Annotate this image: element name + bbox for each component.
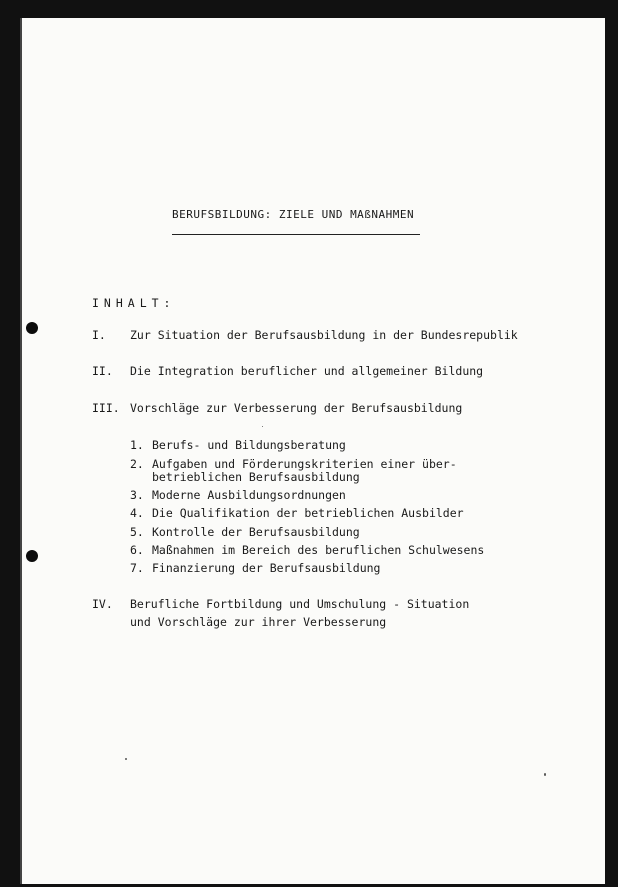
- subsection-number: 1.: [130, 438, 144, 452]
- subsection-2: [130, 457, 457, 471]
- subsection-text: Berufs- und Bildungsberatung: [152, 438, 346, 452]
- scan-speck: [125, 758, 127, 760]
- subsection-text: Aufgaben und Förderungskriterien einer über-: [152, 457, 457, 471]
- contents-heading: INHALT:: [92, 296, 176, 310]
- section-4-continuation: und Vorschläge zur ihrer Verbesserung: [130, 615, 387, 629]
- subsection-6: [130, 543, 484, 557]
- punch-hole-bottom: [26, 550, 38, 562]
- subsection-text: Maßnahmen im Bereich des beruflichen Schulwesens: [152, 543, 485, 557]
- subsection-text: Die Qualifikation der betrieblichen Ausbilder: [152, 506, 464, 520]
- section-text: Die Integration beruflicher und allgemeiner Bildung: [130, 364, 484, 378]
- subsection-2-continuation: betrieblichen Berufsausbildung: [152, 470, 360, 484]
- subsection-text: Moderne Ausbildungsordnungen: [152, 488, 346, 502]
- subsection-number: 2.: [130, 457, 144, 471]
- section-1: [92, 328, 518, 342]
- document-page: [20, 18, 605, 884]
- section-number: III.: [92, 401, 120, 415]
- punch-hole-top: [26, 322, 38, 334]
- subsection-1: [130, 438, 346, 452]
- section-text: Berufliche Fortbildung und Umschulung - Situation: [130, 597, 470, 611]
- section-3: [92, 401, 462, 415]
- subsection-text: Kontrolle der Berufsausbildung: [152, 525, 360, 539]
- title-underline: [172, 234, 420, 235]
- subsection-3: [130, 488, 346, 502]
- section-number: II.: [92, 364, 113, 378]
- subsection-number: 4.: [130, 506, 144, 520]
- scan-speck: [262, 426, 263, 427]
- section-2: [92, 364, 483, 378]
- subsection-4: [130, 506, 464, 520]
- section-number: IV.: [92, 597, 113, 611]
- subsection-number: 7.: [130, 561, 144, 575]
- section-text: Zur Situation der Berufsausbildung in der Bundesrepublik: [130, 328, 518, 342]
- section-number: I.: [92, 328, 106, 342]
- subsection-5: [130, 525, 360, 539]
- subsection-7: [130, 561, 380, 575]
- section-4: [92, 597, 469, 611]
- section-text: Vorschläge zur Verbesserung der Berufsausbildung: [130, 401, 463, 415]
- subsection-number: 5.: [130, 525, 144, 539]
- scan-speck: [544, 773, 546, 776]
- subsection-number: 3.: [130, 488, 144, 502]
- subsection-text: Finanzierung der Berufsausbildung: [152, 561, 381, 575]
- subsection-number: 6.: [130, 543, 144, 557]
- document-title: BERUFSBILDUNG: ZIELE UND MAßNAHMEN: [172, 208, 415, 221]
